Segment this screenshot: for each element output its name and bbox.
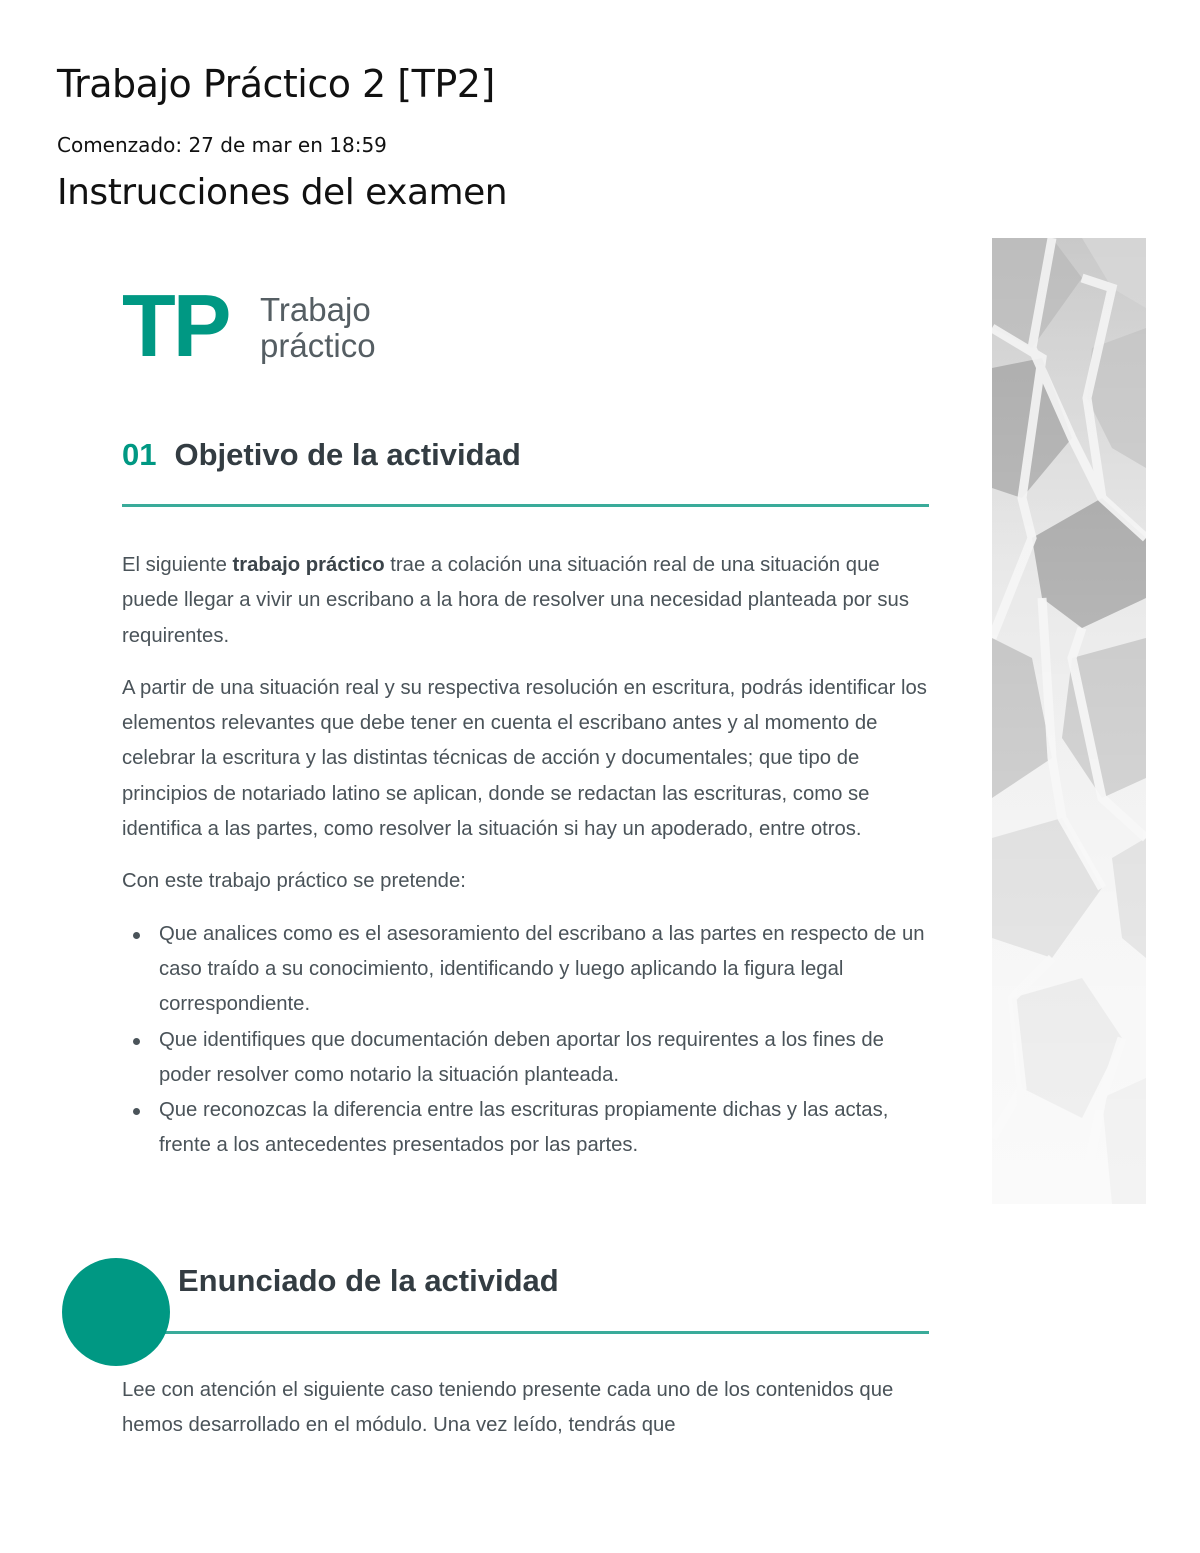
section-1-number: 01 [122,437,157,472]
section-2-divider [122,1331,929,1334]
section-1-title: Objetivo de la actividad [174,437,521,472]
paragraph-intro-end: trae a colación una situación real de una situación que puede llegar a vivir un escribano a la hora de resolver una necesidad planteada por sus requirentes. [122,554,909,647]
tp-logo-word [260,292,376,364]
tp-logo-word-line2: práctico [260,327,376,364]
paragraph-situation: A partir de una situación real y su respectiva resolución en escritura, podrás identificar los elementos relevantes que debe tener en cuenta el escribano antes y al momento de celebrar la escritura y las distintas técnicas de acción y documentales; que tipo de principios de notariado latino se aplican, donde se redactan las escrituras, como se identifica a las partes, como resolver la situación si hay un apoderado, entre otros. [122,676,927,841]
architecture-image [992,238,1146,1204]
started-timestamp: Comenzado: 27 de mar en 18:59 [57,133,387,157]
list-item: Que analices como es el asesoramiento del escribano a las partes en respecto de un caso traído a su conocimiento, identificando y luego aplicando la figura legal correspondiente. [159,917,932,1023]
green-circle-badge [62,1258,170,1366]
list-item: Que identifiques que documentación deben aportar los requirentes a los fines de poder resolver como notario la situación planteada. [159,1023,932,1094]
objectives-list [122,917,932,1164]
tp-logo-letters: TP [122,276,229,375]
section-2-body [122,1373,932,1461]
page-title: Trabajo Práctico 2 [TP2] [57,62,495,106]
tp-logo-word-line1: Trabajo [260,291,371,328]
list-item: Que reconozcas la diferencia entre las escrituras propiamente dichas y las actas, frente a los antecedentes presentados por las partes. [159,1093,932,1164]
side-decorative-image [992,238,1146,1204]
section-1-divider [122,504,929,507]
paragraph-intro [122,548,932,654]
section-2-title: Enunciado de la actividad [178,1263,559,1298]
paragraph-objectives-lead: Con este trabajo práctico se pretende: [122,870,466,893]
paragraph-intro-bold: trabajo práctico [232,554,385,576]
section-1-heading [122,437,929,507]
section-1-body [122,548,932,1164]
instructions-title: Instrucciones del examen [57,172,508,213]
tp-logo [122,276,422,382]
paragraph-case-intro: Lee con atención el siguiente caso teniendo presente cada uno de los contenidos que hemos desarrollado en el módulo. Una vez leído, tendrás que [122,1379,894,1437]
section-2-heading [122,1263,929,1334]
paragraph-intro-start: El siguiente [122,554,233,576]
